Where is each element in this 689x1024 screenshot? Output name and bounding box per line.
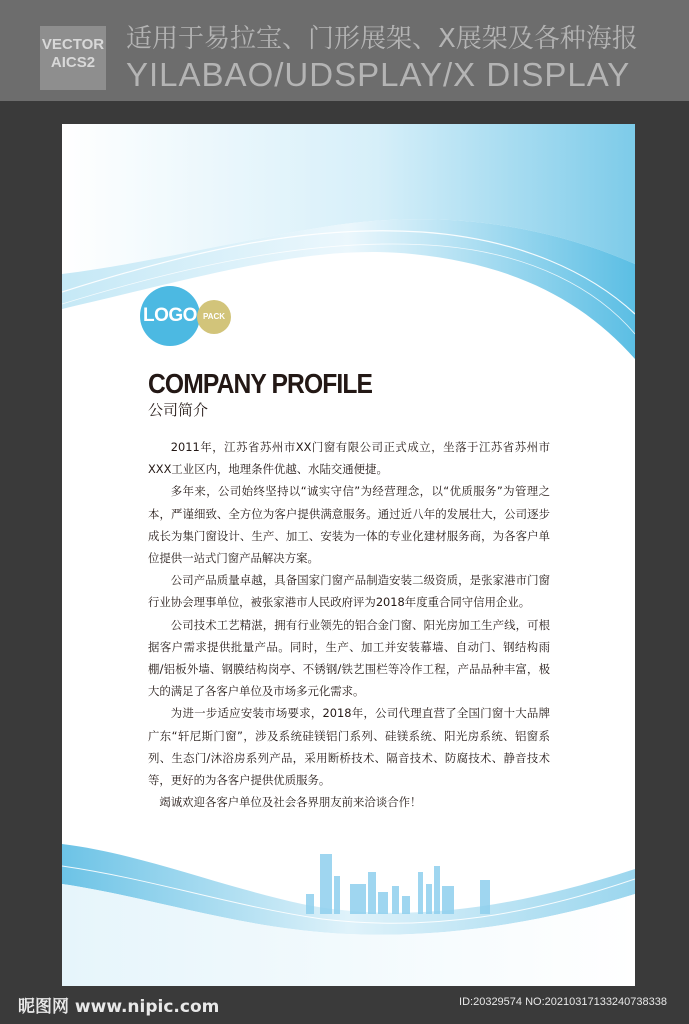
poster-page — [62, 124, 635, 986]
logo-text: LOGO — [143, 305, 197, 326]
pack-text: PACK — [202, 312, 226, 321]
profile-body — [148, 436, 550, 813]
title-english: COMPANY PROFILE — [148, 368, 373, 399]
image-id-text: ID:20329574 NO:20210317133240738338 — [459, 996, 667, 1008]
paragraph: 为进一步适应安装市场要求，2018年，公司代理直营了全国门窗十大品牌广东“轩尼斯门窗”，涉及系统硅镁铝门系列、硅镁系统、阳光房系统、铝窗系列、生态门/沐浴房系列产品，采用断桥技术、隔音技术、防腐技术、静音技术等，更好的为各客户提供优质服务。 — [148, 706, 550, 788]
vector-format-badge — [40, 26, 106, 90]
paragraph: 多年来，公司始终坚持以“诚实守信”为经营理念，以“优质服务”为管理之本，严谨细致、全方位为客户提供满意服务。通过近八年的发展壮大，公司逐步成长为集门窗设计、生产、加工、安装为一体的专业化建材服务商，为各客户单位提供一站式门窗产品解决方案。 — [148, 484, 550, 566]
banner-title-en: YILABAO/UDSPLAY/X DISPLAY — [126, 56, 631, 93]
closing-line: 竭诚欢迎各客户单位及社会各界朋友前来洽谈合作！ — [159, 795, 422, 810]
badge-line-2: AICS2 — [50, 54, 96, 71]
paragraph: 公司技术工艺精湛，拥有行业领先的铝合金门窗、阳光房加工生产线，可根据客户需求提供批量产品。同时，生产、加工并安装幕墙、自动门、钢结构雨棚/铝板外墙、钢膜结构岗亭、不锈钢/铁艺围栏等冷作工程，产品品种丰富，极大的满足了各客户单位及市场多元化需求。 — [148, 617, 550, 699]
badge-line-1: VECTOR — [41, 36, 105, 53]
paragraph: 公司产品质量卓越，具备国家门窗产品制造安装二级资质，是张家港市门窗行业协会理事单位，被张家港市人民政府评为2018年度重合同守信用企业。 — [148, 573, 550, 610]
city-skyline — [306, 854, 490, 914]
banner-title-cn: 适用于易拉宝、门形展架、X展架及各种海报 — [126, 24, 638, 54]
paragraph: 2011年，江苏省苏州市XX门窗有限公司正式成立，坐落于江苏省苏州市XXX工业区内，地理条件优越、水陆交通便捷。 — [148, 440, 550, 477]
site-watermark: 昵图网 www.nipic.com — [18, 997, 220, 1017]
top-banner — [0, 0, 689, 101]
title-chinese: 公司简介 — [148, 401, 209, 419]
